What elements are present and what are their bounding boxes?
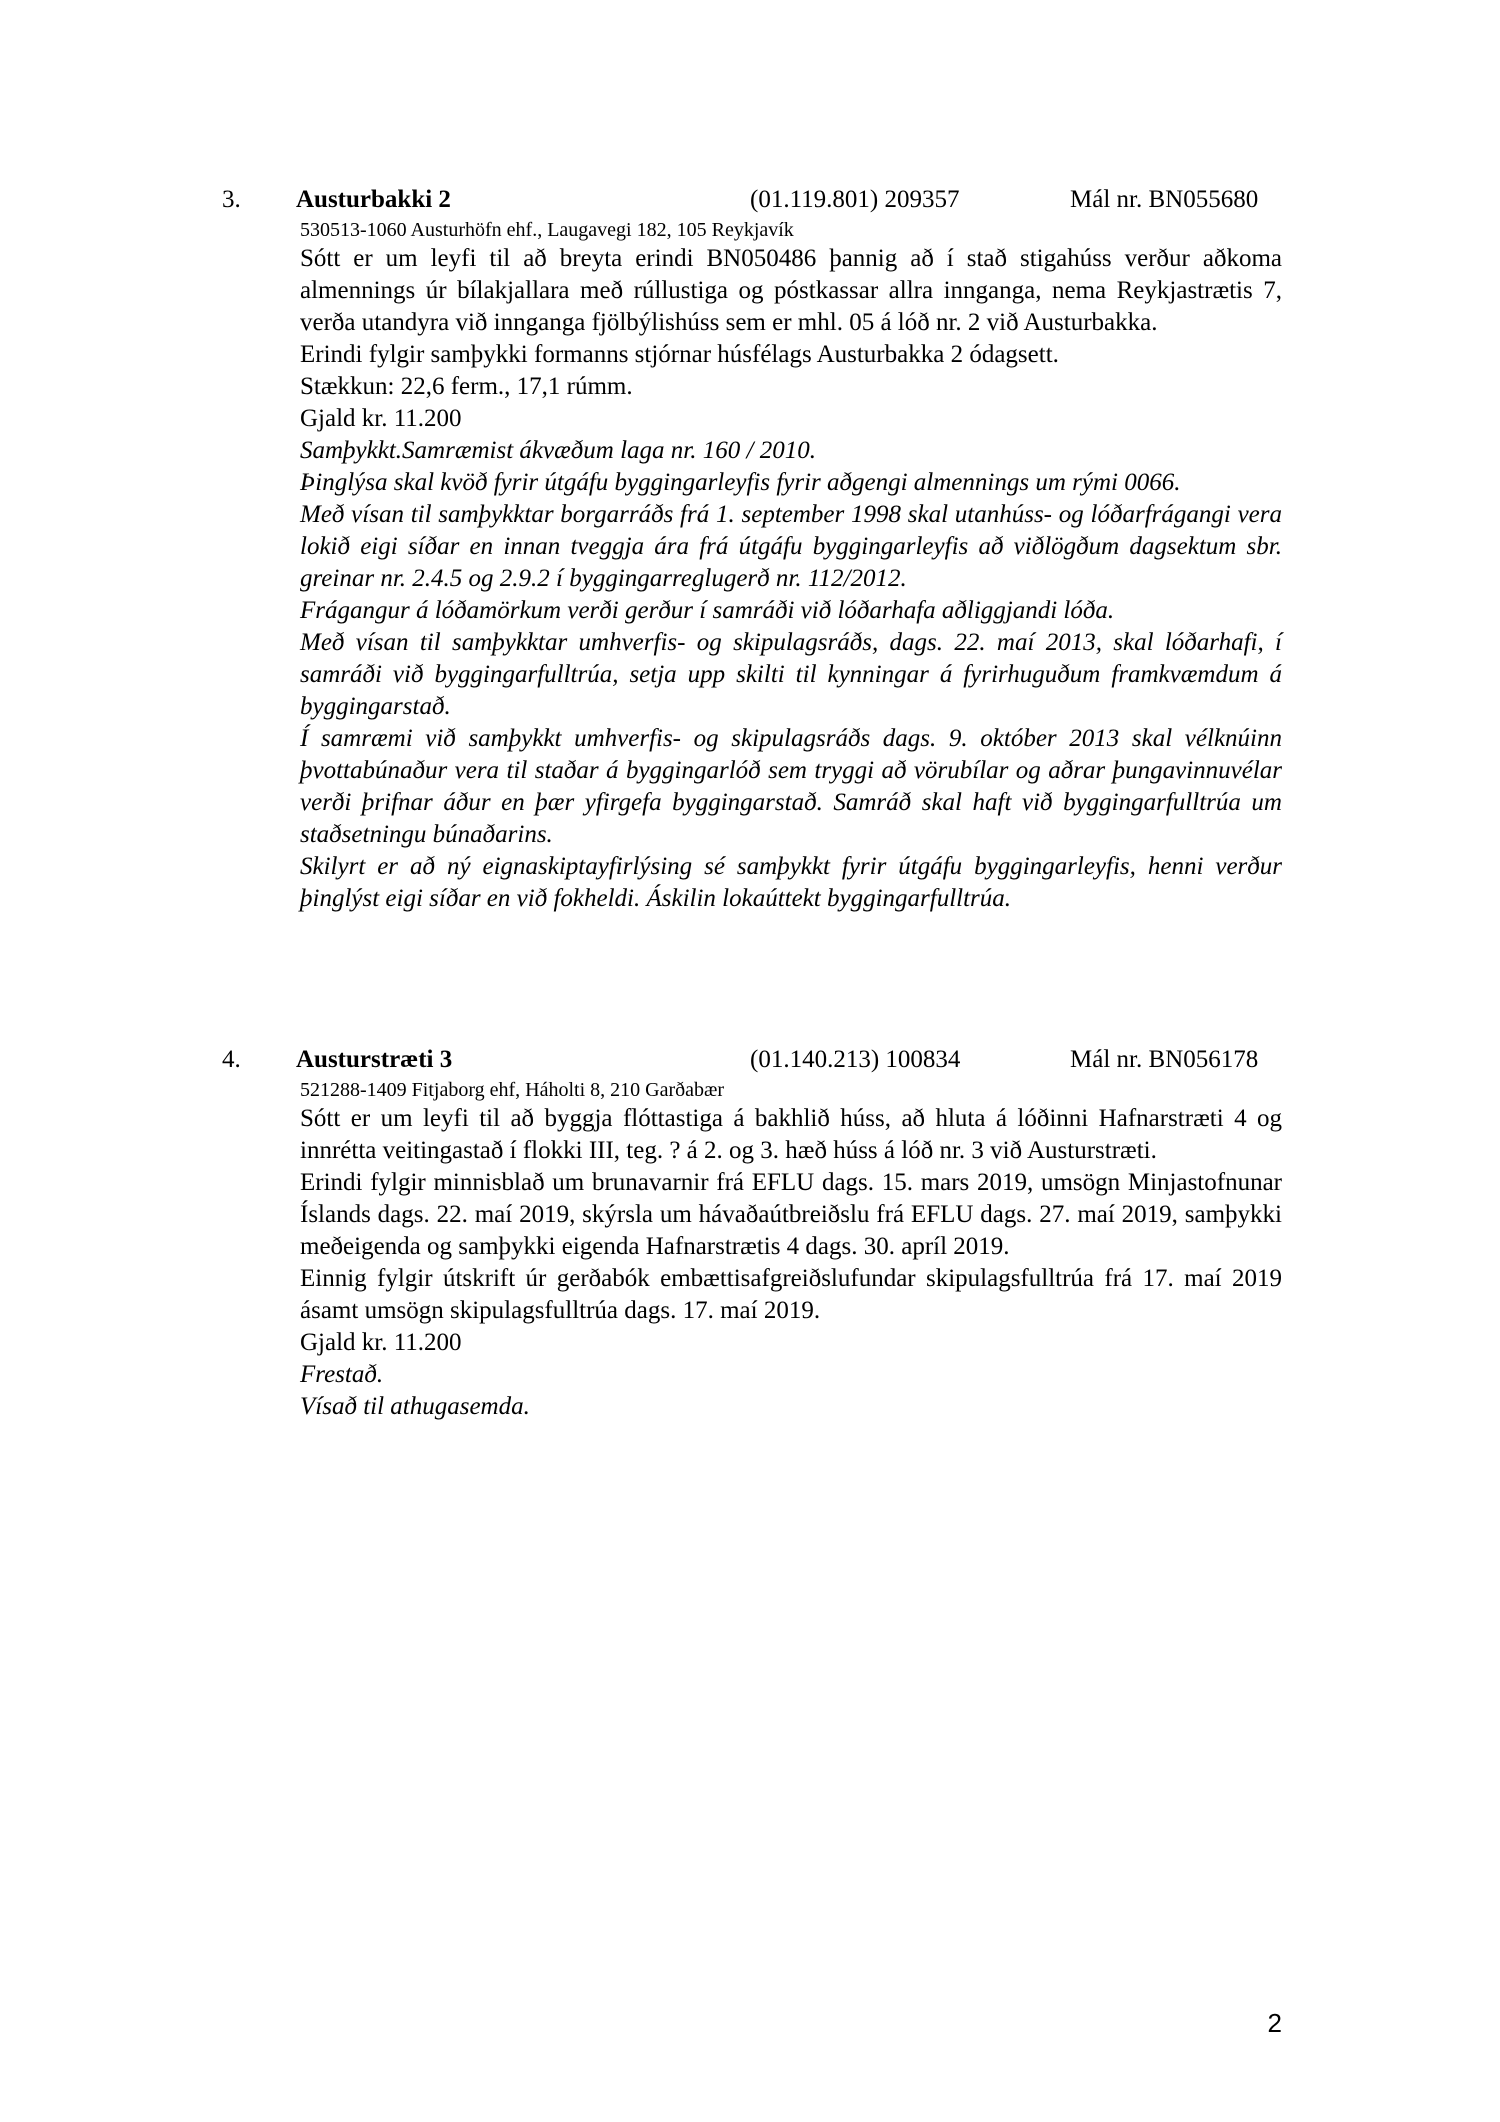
condition-paragraph: Frágangur á lóðamörkum verði gerður í samráði við lóðarhafa aðliggjandi lóða. [300,597,1115,624]
condition-paragraph: Í samræmi við samþykkt umhverfis- og skipulagsráðs dags. 9. október 2013 skal vélknúinn þvottabúnaður vera til staðar á byggingarlóð sem tryggi að vörubílar og aðrar þungavinnuvélar verði þrifnar áður en þær yfirgefa byggingarstað. Samráð skal haft við byggingarfulltrúa um staðsetningu búnaðarins. [300,725,1282,848]
property-reference: (01.140.213) 100834 [750,1046,961,1073]
item-body [300,243,1282,915]
item-header [0,1043,1500,1077]
decision-line: Samþykkt.Samræmist ákvæðum laga nr. 160 / 2010. [300,437,816,464]
enlargement-line: Stækkun: 22,6 ferm., 17,1 rúmm. [300,373,633,400]
item-number: 4. [222,1046,241,1073]
attachment-paragraph: Erindi fylgir minnisblað um brunavarnir frá EFLU dags. 15. mars 2019, umsögn Minjastofnunar Íslands dags. 22. maí 2019, skýrsla um hávaðaútbreiðslu frá EFLU dags. 27. maí 2019, samþykki meðeigenda og samþykki eigenda Hafnarstrætis 4 dags. 30. apríl 2019. [300,1169,1282,1260]
item-title: Austurbakki 2 [296,186,451,213]
condition-paragraph: Skilyrt er að ný eignaskiptayfirlýsing sé samþykkt fyrir útgáfu byggingarleyfis, henni verður þinglýst eigi síðar en við fokheldi. Áskilin lokaúttekt byggingarfulltrúa. [300,853,1282,912]
item-title: Austurstræti 3 [296,1046,453,1073]
item-body [300,1103,1282,1423]
fee-line: Gjald kr. 11.200 [300,1329,462,1356]
item-header [0,183,1500,217]
condition-paragraph: Með vísan til samþykktar umhverfis- og skipulagsráðs, dags. 22. maí 2013, skal lóðarhafi, í samráði við byggingarfulltrúa, setja upp skilti til kynningar á fyrirhuguðum framkvæmdum á byggingarstað. [300,629,1282,720]
applicant-line: 530513-1060 Austurhöfn ehf., Laugavegi 182, 105 Reykjavík [300,219,794,241]
item-number: 3. [222,186,241,213]
page-number: 2 [1267,2008,1282,2038]
description-paragraph: Sótt er um leyfi til að byggja flóttastiga á bakhlið húss, að hluta á lóðinni Hafnarstræti 4 og innrétta veitingastað í flokki III, teg. ? á 2. og 3. hæð húss á lóð nr. 3 við Austurstræti. [300,1105,1282,1164]
decision-line: Frestað. [300,1361,384,1388]
condition-paragraph: Þinglýsa skal kvöð fyrir útgáfu byggingarleyfis fyrir aðgengi almennings um rými 0066. [300,469,1181,496]
condition-paragraph: Með vísan til samþykktar borgarráðs frá 1. september 1998 skal utanhúss- og lóðarfrágangi vera lokið eigi síðar en innan tveggja ára frá útgáfu byggingarleyfis að viðlögðum dagsektum sbr. greinar nr. 2.4.5 og 2.9.2 í byggingarreglugerð nr. 112/2012. [300,501,1282,592]
case-number: Mál nr. BN056178 [1070,1046,1259,1073]
applicant-line: 521288-1409 Fitjaborg ehf, Háholti 8, 210 Garðabær [300,1079,725,1101]
attachment-paragraph: Erindi fylgir samþykki formanns stjórnar húsfélags Austurbakka 2 ódagsett. [300,341,1059,368]
decision-note: Vísað til athugasemda. [300,1393,530,1420]
property-reference: (01.119.801) 209357 [750,186,960,213]
case-number: Mál nr. BN055680 [1070,186,1259,213]
attachment-paragraph: Einnig fylgir útskrift úr gerðabók embættisafgreiðslufundar skipulagsfulltrúa frá 17. maí 2019 ásamt umsögn skipulagsfulltrúa dags. 17. maí 2019. [300,1265,1282,1324]
agenda-item-3 [0,183,1500,915]
agenda-item-4 [0,1043,1500,1423]
fee-line: Gjald kr. 11.200 [300,405,462,432]
description-paragraph: Sótt er um leyfi til að breyta erindi BN050486 þannig að í stað stigahúss verður aðkoma almennings úr bílakjallara með rúllustiga og póstkassar allra inngangа, nema Reykjastrætis 7, verða utandyra við innganga fjölbýlishúss sem er mhl. 05 á lóð nr. 2 við Austurbakka. [300,245,1282,336]
